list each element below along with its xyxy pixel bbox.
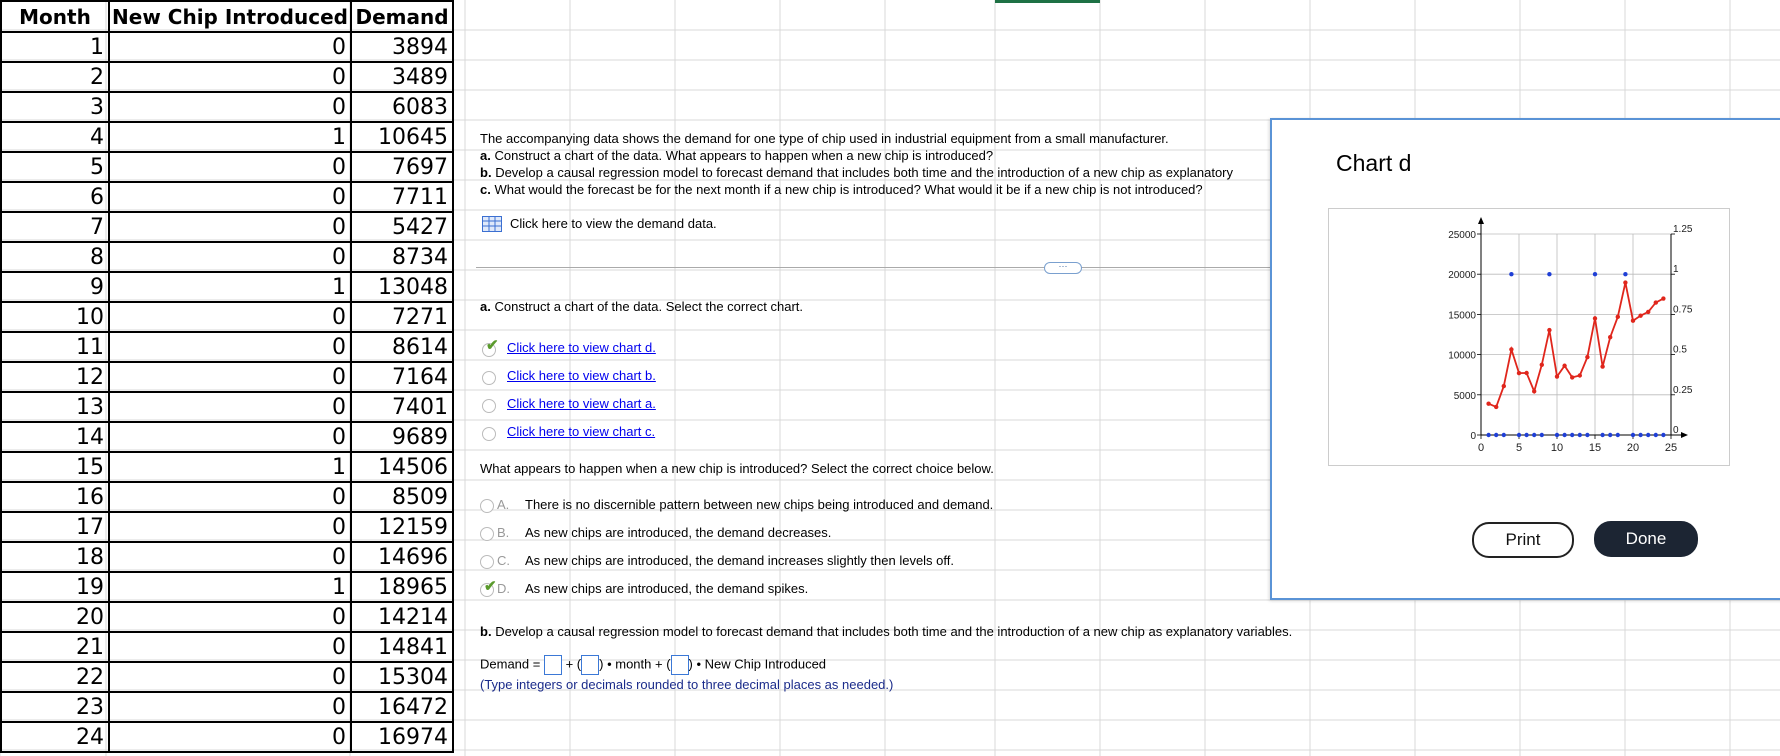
regression-equation: [480, 655, 826, 675]
month-cell[interactable]: 14: [1, 422, 109, 452]
demand-cell[interactable]: 8509: [351, 482, 453, 512]
new-chip-cell[interactable]: 0: [109, 692, 351, 722]
new-chip-point: [1631, 433, 1635, 437]
demand-point: [1547, 328, 1551, 332]
new-chip-point: [1585, 433, 1589, 437]
section-divider: [476, 267, 1270, 268]
table-header-row: [1, 1, 453, 32]
x-tick-label: 20: [1626, 442, 1640, 454]
choice-radio[interactable]: [480, 499, 494, 513]
new-chip-cell[interactable]: 0: [109, 422, 351, 452]
table-row: [1, 62, 453, 92]
modal-title: Chart d: [1336, 150, 1412, 176]
choice-letter: D.: [497, 581, 510, 596]
view-demand-data-link[interactable]: Click here to view the demand data.: [510, 216, 717, 231]
new-chip-cell[interactable]: 1: [109, 272, 351, 302]
new-chip-cell[interactable]: 0: [109, 662, 351, 692]
equation-plus-label: + (: [565, 656, 582, 672]
table-row: [1, 122, 453, 152]
new-chip-cell[interactable]: 1: [109, 572, 351, 602]
table-row: [1, 32, 453, 62]
month-cell[interactable]: 18: [1, 542, 109, 572]
choice-letter: B.: [497, 525, 510, 540]
new-chip-cell[interactable]: 0: [109, 152, 351, 182]
demand-point: [1517, 371, 1521, 375]
month-cell[interactable]: 21: [1, 632, 109, 662]
choice-letter: A.: [497, 497, 510, 512]
new-chip-point: [1517, 433, 1521, 437]
new-chip-cell[interactable]: 1: [109, 452, 351, 482]
month-cell[interactable]: 5: [1, 152, 109, 182]
demand-cell[interactable]: 13048: [351, 272, 453, 302]
checkmark-icon: ✔: [486, 337, 499, 354]
demand-cell[interactable]: 18965: [351, 572, 453, 602]
table-row: [1, 662, 453, 692]
table-row: [1, 632, 453, 662]
equation-month-label: ) • month + (: [599, 656, 671, 672]
table-row: [1, 182, 453, 212]
demand-point: [1623, 280, 1627, 284]
y-right-tick-label: 0.75: [1673, 304, 1693, 316]
answer-format-note: (Type integers or decimals rounded to three decimal places as needed.): [480, 677, 894, 692]
demand-chart: [1329, 209, 1729, 465]
table-row: [1, 722, 453, 752]
new-chip-point: [1600, 433, 1604, 437]
demand-cell[interactable]: 5427: [351, 212, 453, 242]
demand-cell[interactable]: 9689: [351, 422, 453, 452]
table-row: [1, 92, 453, 122]
problem-part-c: c. What would the forecast be for the next month if a new chip is introduced? What would it be if a new chip is not introduced?: [480, 182, 1203, 197]
table-row: [1, 212, 453, 242]
table-row: [1, 242, 453, 272]
demand-cell[interactable]: 8614: [351, 332, 453, 362]
column-header-demand[interactable]: Demand: [351, 1, 453, 32]
new-chip-cell[interactable]: 0: [109, 512, 351, 542]
checkmark-icon: ✔: [484, 578, 497, 595]
y-axis-arrow: [1478, 217, 1484, 224]
demand-data-table: [0, 0, 454, 753]
demand-point: [1570, 375, 1574, 379]
column-header-month[interactable]: Month: [1, 1, 109, 32]
month-cell[interactable]: 2: [1, 62, 109, 92]
table-row: [1, 302, 453, 332]
demand-cell[interactable]: 7401: [351, 392, 453, 422]
new-chip-cell[interactable]: 0: [109, 392, 351, 422]
y-right-tick-label: 0.25: [1673, 384, 1693, 396]
month-cell[interactable]: 16: [1, 482, 109, 512]
demand-cell[interactable]: 7711: [351, 182, 453, 212]
y-left-tick-label: 25000: [1448, 230, 1476, 241]
demand-series-line: [1489, 283, 1664, 407]
demand-point: [1661, 296, 1665, 300]
new-chip-point: [1494, 433, 1498, 437]
chart-option-radio[interactable]: [482, 399, 496, 413]
table-icon[interactable]: [482, 216, 502, 232]
question-panel: [470, 0, 1340, 756]
month-cell[interactable]: 6: [1, 182, 109, 212]
x-tick-label: 5: [1515, 442, 1523, 454]
month-cell[interactable]: 20: [1, 602, 109, 632]
new-chip-point: [1578, 433, 1582, 437]
chart-option-radio[interactable]: [482, 371, 496, 385]
new-chip-cell[interactable]: 0: [109, 92, 351, 122]
new-chip-cell[interactable]: 0: [109, 302, 351, 332]
table-row: [1, 692, 453, 722]
demand-point: [1540, 363, 1544, 367]
problem-intro: The accompanying data shows the demand for one type of chip used in industrial equipment from a small manufacturer.: [480, 131, 1169, 146]
new-chip-point: [1661, 433, 1665, 437]
month-cell[interactable]: 1: [1, 32, 109, 62]
equation-new-chip-label: ) • New Chip Introduced: [688, 656, 827, 672]
chart-option-radio[interactable]: [482, 427, 496, 441]
intercept-input[interactable]: [544, 655, 562, 675]
month-cell[interactable]: 19: [1, 572, 109, 602]
month-cell[interactable]: 22: [1, 662, 109, 692]
table-row: [1, 272, 453, 302]
demand-cell[interactable]: 7164: [351, 362, 453, 392]
new-chip-point: [1555, 433, 1559, 437]
y-left-tick-label: 5000: [1453, 390, 1476, 402]
new-chip-cell[interactable]: 0: [109, 482, 351, 512]
x-tick-label: 25: [1664, 442, 1678, 454]
new-chip-cell[interactable]: 0: [109, 602, 351, 632]
choice-text[interactable]: As new chips are introduced, the demand spikes.: [525, 581, 809, 596]
new-chip-point: [1524, 433, 1528, 437]
y-right-tick-label: 1: [1673, 264, 1679, 276]
new-chip-point: [1608, 433, 1612, 437]
new-chip-point: [1486, 433, 1490, 437]
demand-point: [1502, 384, 1506, 388]
demand-cell[interactable]: 3894: [351, 32, 453, 62]
demand-point: [1616, 315, 1620, 319]
new-chip-point: [1509, 272, 1513, 276]
demand-cell[interactable]: 7697: [351, 152, 453, 182]
month-cell[interactable]: 15: [1, 452, 109, 482]
month-cell[interactable]: 17: [1, 512, 109, 542]
new-chip-cell[interactable]: 0: [109, 32, 351, 62]
month-cell[interactable]: 10: [1, 302, 109, 332]
demand-point: [1486, 401, 1490, 405]
choice-text[interactable]: As new chips are introduced, the demand increases slightly then levels off.: [525, 553, 954, 568]
demand-cell[interactable]: 15304: [351, 662, 453, 692]
new-chip-cell[interactable]: 0: [109, 62, 351, 92]
table-row: [1, 392, 453, 422]
demand-cell[interactable]: 6083: [351, 92, 453, 122]
print-button[interactable]: Print: [1472, 522, 1574, 558]
demand-point: [1593, 316, 1597, 320]
demand-cell[interactable]: 14696: [351, 542, 453, 572]
demand-point: [1524, 371, 1528, 375]
demand-point: [1532, 389, 1536, 393]
problem-part-a: a. Construct a chart of the data. What appears to happen when a new chip is introduced?: [480, 148, 994, 163]
demand-point: [1631, 319, 1635, 323]
month-cell[interactable]: 24: [1, 722, 109, 752]
new-chip-cell[interactable]: 0: [109, 332, 351, 362]
table-row: [1, 542, 453, 572]
demand-cell[interactable]: 14841: [351, 632, 453, 662]
choice-radio[interactable]: [480, 527, 494, 541]
demand-cell[interactable]: 16472: [351, 692, 453, 722]
demand-cell[interactable]: 8734: [351, 242, 453, 272]
table-row: [1, 512, 453, 542]
new-chip-point: [1547, 272, 1551, 276]
demand-cell[interactable]: 16974: [351, 722, 453, 752]
demand-cell[interactable]: 14214: [351, 602, 453, 632]
table-row: [1, 572, 453, 602]
y-left-tick-label: 20000: [1448, 270, 1476, 282]
new-chip-point: [1570, 433, 1574, 437]
demand-point: [1555, 374, 1559, 378]
y-right-tick-label: 0: [1673, 425, 1679, 436]
demand-point: [1494, 405, 1498, 409]
y-right-tick-label: 0.5: [1673, 344, 1687, 356]
choice-text[interactable]: As new chips are introduced, the demand decreases.: [525, 525, 832, 540]
choice-text[interactable]: There is no discernible pattern between new chips being introduced and demand.: [525, 497, 994, 512]
month-cell[interactable]: 4: [1, 122, 109, 152]
new-chip-point: [1616, 433, 1620, 437]
demand-point: [1608, 335, 1612, 339]
demand-point: [1600, 364, 1604, 368]
new-chip-point: [1654, 433, 1658, 437]
new-chip-cell[interactable]: 0: [109, 722, 351, 752]
column-header-new-chip[interactable]: New Chip Introduced: [109, 1, 351, 32]
y-left-tick-label: 0: [1470, 431, 1476, 442]
y-left-tick-label: 15000: [1448, 310, 1476, 322]
choice-letter: C.: [497, 553, 510, 568]
demand-point: [1585, 355, 1589, 359]
new-chip-coefficient-input[interactable]: [671, 655, 689, 675]
table-row: [1, 362, 453, 392]
demand-point: [1654, 300, 1658, 304]
new-chip-point: [1562, 433, 1566, 437]
expand-handle[interactable]: ···: [1044, 262, 1082, 274]
new-chip-cell[interactable]: 0: [109, 362, 351, 392]
new-chip-cell[interactable]: 0: [109, 632, 351, 662]
month-cell[interactable]: 8: [1, 242, 109, 272]
new-chip-cell[interactable]: 0: [109, 182, 351, 212]
equation-demand-label: Demand =: [480, 656, 541, 672]
view-chart-link[interactable]: Click here to view chart c.: [507, 424, 656, 439]
month-cell[interactable]: 9: [1, 272, 109, 302]
demand-point: [1578, 373, 1582, 377]
view-chart-link[interactable]: Click here to view chart b.: [507, 368, 656, 383]
view-chart-link[interactable]: Click here to view chart d.: [507, 340, 656, 355]
new-chip-point: [1502, 433, 1506, 437]
new-chip-point: [1540, 433, 1544, 437]
new-chip-cell[interactable]: 1: [109, 122, 351, 152]
new-chip-cell[interactable]: 0: [109, 242, 351, 272]
table-row: [1, 482, 453, 512]
demand-point: [1509, 347, 1513, 351]
chart-frame: [1328, 208, 1730, 466]
table-row: [1, 452, 453, 482]
part-b-prompt: b. Develop a causal regression model to forecast demand that includes both time and the introduction of a new chip as explanatory variables.: [480, 624, 1293, 639]
table-row: [1, 152, 453, 182]
done-button[interactable]: Done: [1594, 521, 1698, 557]
table-row: [1, 422, 453, 452]
new-chip-cell[interactable]: 0: [109, 212, 351, 242]
problem-part-b: b. Develop a causal regression model to forecast demand that includes both time and the introduction of a new chip as explanatory: [480, 165, 1234, 180]
new-chip-cell[interactable]: 0: [109, 542, 351, 572]
y-left-tick-label: 10000: [1448, 350, 1476, 362]
chart-modal: [1270, 118, 1780, 600]
demand-cell[interactable]: 7271: [351, 302, 453, 332]
part-a-prompt: a. Construct a chart of the data. Select the correct chart.: [480, 299, 804, 314]
new-chip-point: [1646, 433, 1650, 437]
month-coefficient-input[interactable]: [581, 655, 599, 675]
month-cell[interactable]: 3: [1, 92, 109, 122]
choice-radio[interactable]: [480, 555, 494, 569]
table-row: [1, 332, 453, 362]
new-chip-point: [1593, 272, 1597, 276]
month-cell[interactable]: 11: [1, 332, 109, 362]
demand-cell[interactable]: 12159: [351, 512, 453, 542]
x-tick-label: 15: [1588, 442, 1602, 454]
x-axis-arrow: [1681, 432, 1688, 438]
demand-cell[interactable]: 3489: [351, 62, 453, 92]
part-a-question: What appears to happen when a new chip is introduced? Select the correct choice below.: [480, 461, 994, 476]
month-cell[interactable]: 13: [1, 392, 109, 422]
month-cell[interactable]: 12: [1, 362, 109, 392]
month-cell[interactable]: 7: [1, 212, 109, 242]
demand-point: [1638, 313, 1642, 317]
demand-cell[interactable]: 10645: [351, 122, 453, 152]
new-chip-point: [1532, 433, 1536, 437]
view-chart-link[interactable]: Click here to view chart a.: [507, 396, 656, 411]
new-chip-point: [1638, 433, 1642, 437]
demand-point: [1562, 364, 1566, 368]
x-tick-label: 10: [1550, 442, 1564, 454]
table-row: [1, 602, 453, 632]
new-chip-point: [1623, 272, 1627, 276]
month-cell[interactable]: 23: [1, 692, 109, 722]
demand-cell[interactable]: 14506: [351, 452, 453, 482]
demand-point: [1646, 310, 1650, 314]
y-right-tick-label: 1.25: [1673, 224, 1693, 235]
x-tick-label: 0: [1477, 442, 1485, 454]
